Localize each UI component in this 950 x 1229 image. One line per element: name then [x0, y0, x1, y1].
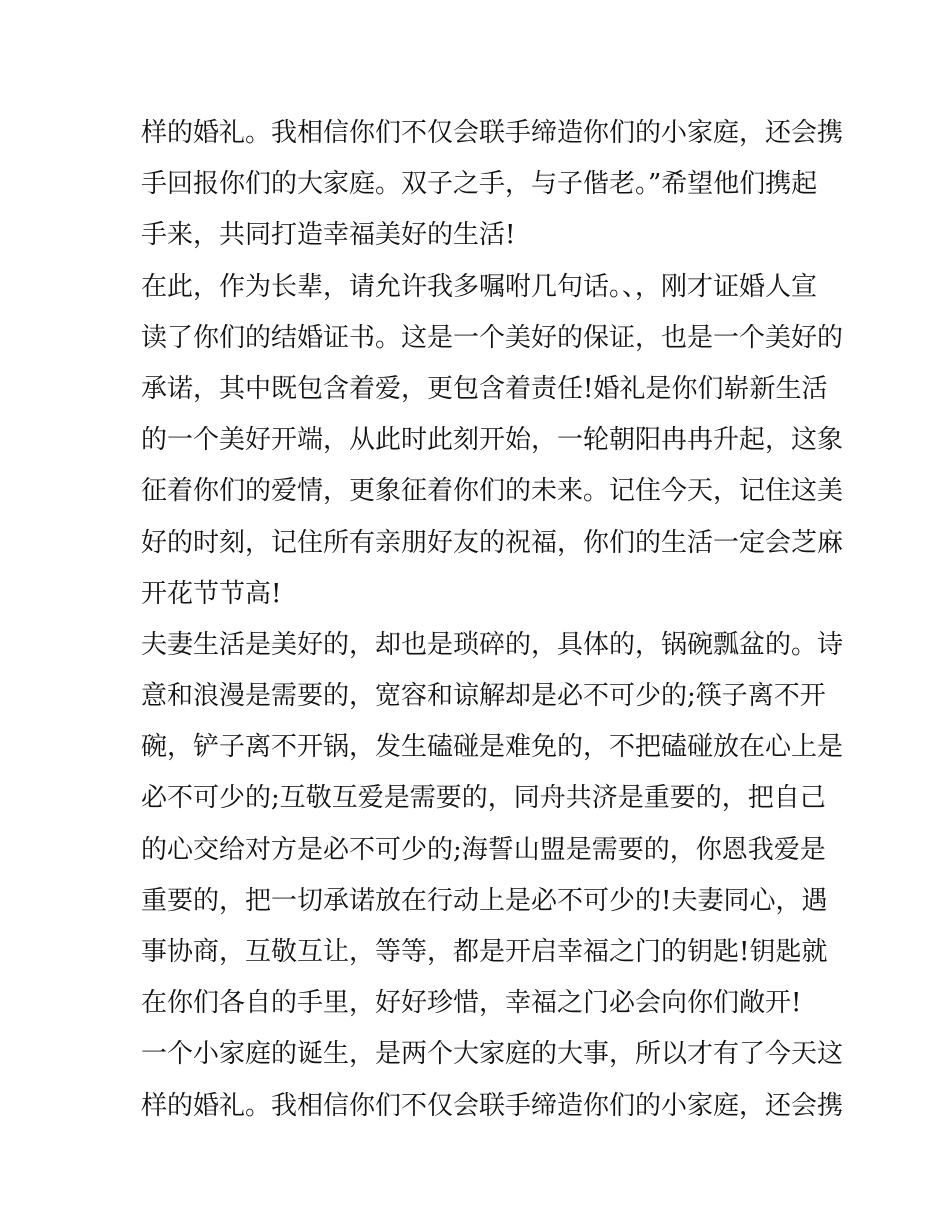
text-line: 样的婚礼。我相信你们不仅会联手缔造你们的小家庭，还会携 — [141, 1090, 844, 1121]
text-line: 样的婚礼。我相信你们不仅会联手缔造你们的小家庭，还会携 — [141, 118, 844, 148]
text-line: 意和浪漫是需要的，宽容和谅解却是必不可少的;筷子离不开 — [141, 681, 826, 712]
text-line: 征着你们的爱情，更象征着你们的未来。记住今天，记住这美 — [141, 476, 844, 507]
text-line: 手来，共同打造幸福美好的生活! — [141, 220, 516, 251]
text-line: 开花节节高! — [141, 578, 282, 609]
text-line: 好的时刻，记住所有亲朋好友的祝福，你们的生活一定会芝麻 — [141, 527, 844, 558]
document-body — [141, 108, 844, 1132]
text-line: 的一个美好开端，从此时此刻开始，一轮朝阳冉冉升起，这象 — [141, 425, 844, 456]
text-line: 一个小家庭的诞生，是两个大家庭的大事，所以才有了今天这 — [141, 1039, 844, 1070]
text-line: 读了你们的结婚证书。这是一个美好的保证，也是一个美好的 — [141, 322, 844, 353]
text-line: 的心交给对方是必不可少的;海誓山盟是需要的，你恩我爱是 — [141, 834, 826, 865]
text-line: 在你们各自的手里，好好珍惜，幸福之门必会向你们敞开! — [141, 988, 802, 1019]
text-line: 碗，铲子离不开锅，发生磕碰是难免的，不把磕碰放在心上是 — [141, 732, 844, 763]
text-line: 承诺，其中既包含着爱，更包含着责任!婚礼是你们崭新生活 — [141, 373, 828, 404]
text-line: 在此，作为长辈，请允许我多嘱咐几句话。、，刚才证婚人宣 — [141, 271, 818, 302]
text-line: 手回报你们的大家庭。双子之手，与子偕老。”希望他们携起 — [141, 169, 818, 200]
text-line: 夫妻生活是美好的，却也是琐碎的，具体的，锅碗瓢盆的。诗 — [141, 629, 844, 660]
text-line: 事协商，互敬互让，等等，都是开启幸福之门的钥匙!钥匙就 — [141, 937, 828, 967]
text-line: 必不可少的;互敬互爱是需要的，同舟共济是重要的，把自己 — [141, 783, 826, 814]
text-line: 重要的，把一切承诺放在行动上是必不可少的!夫妻同心，遇 — [141, 885, 828, 916]
